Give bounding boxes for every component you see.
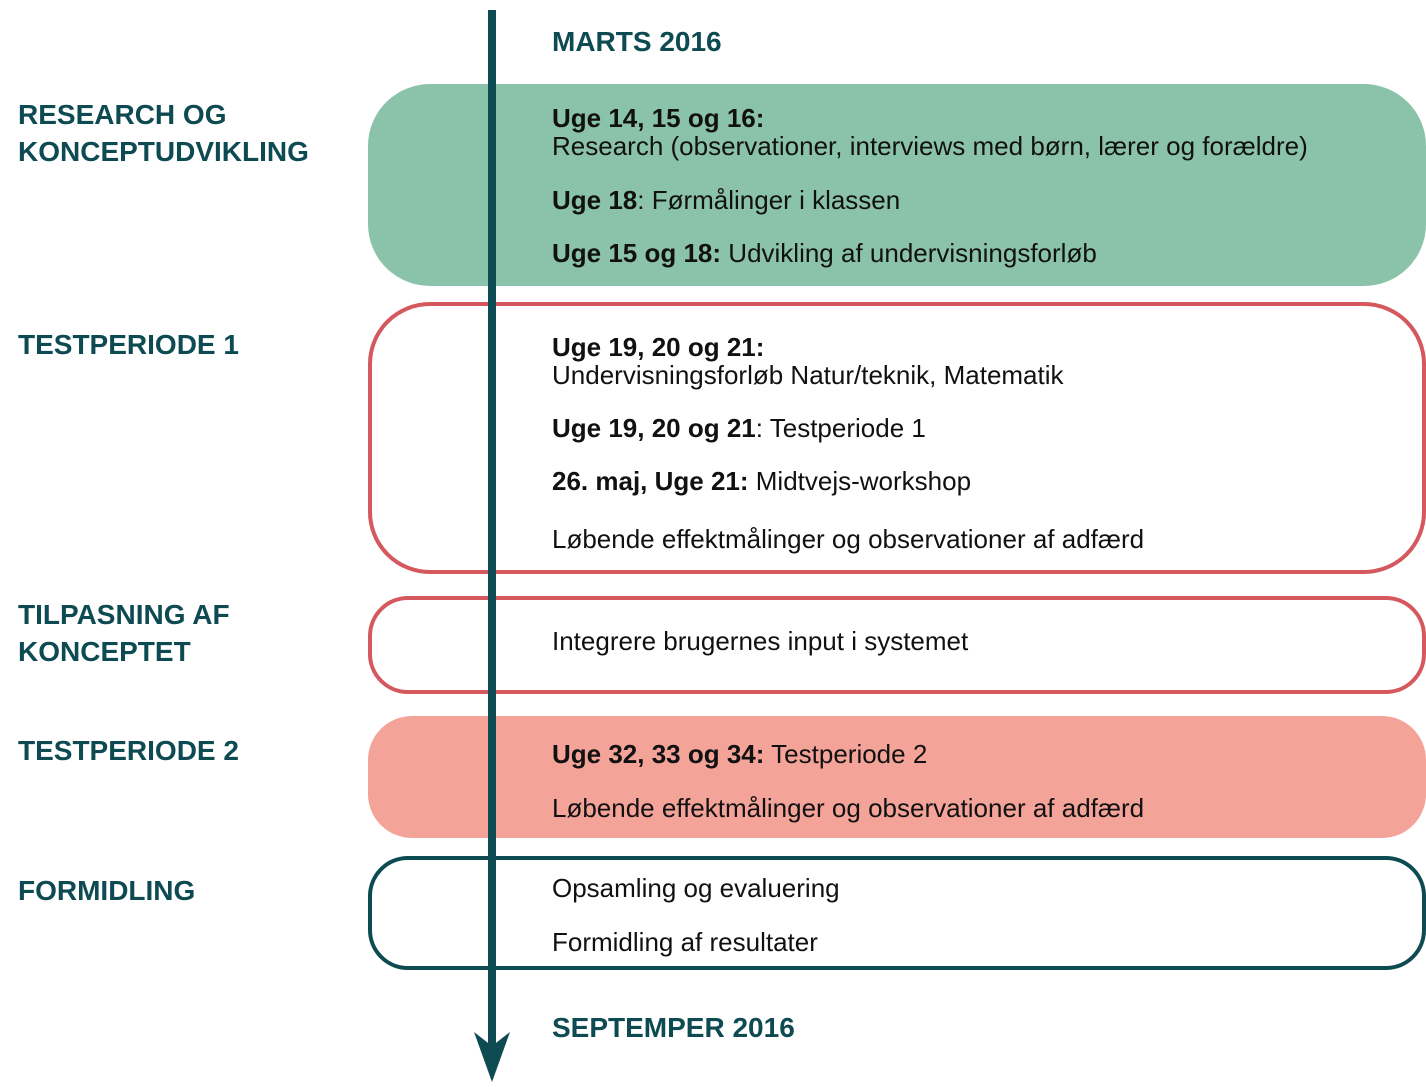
entry-bold: 26. maj, Uge 21:: [552, 466, 749, 496]
phase-label-line: TILPASNING AF: [18, 599, 230, 630]
entry-test1-desc: [552, 361, 1064, 389]
entry-bold: Uge 14, 15 og 16:: [552, 103, 765, 133]
entry-text: Midtvejs-workshop: [748, 466, 972, 496]
phase-label-tilpasning: [18, 596, 230, 670]
phase-label-line: RESEARCH OG: [18, 99, 227, 130]
entry-research-weeks: [552, 104, 764, 132]
entry-test2-effekt: [552, 794, 1144, 822]
entry-bold: Uge 32, 33 og 34:: [552, 739, 765, 769]
phase-label-line: TESTPERIODE 2: [18, 735, 239, 766]
entry-text: Løbende effektmålinger og observationer af adfærd: [552, 524, 1145, 554]
entry-bold: Uge 19, 20 og 21:: [552, 332, 765, 362]
phase-label-testperiode-2: [18, 732, 239, 769]
entry-bold: Uge 18: [552, 185, 638, 215]
entry-text: Testperiode 2: [764, 739, 928, 769]
entry-bold: Uge 15 og 18:: [552, 238, 722, 268]
entry-test1-effekt: [552, 525, 1144, 553]
entry-integrere: [552, 627, 968, 655]
start-date-label: MARTS 2016: [552, 26, 722, 57]
entry-text: Undervisningsforløb Natur/teknik, Matematik: [552, 360, 1064, 390]
phase-label-line: TESTPERIODE 1: [18, 329, 239, 360]
phase-label-formidling: [18, 872, 195, 909]
entry-formidling-resultater: [552, 928, 818, 956]
phase-label-research: [18, 96, 309, 170]
entry-bold: Uge 19, 20 og 21: [552, 413, 756, 443]
entry-text: Formidling af resultater: [552, 927, 818, 957]
phase-label-line: KONCEPTET: [18, 636, 191, 667]
phase-label-line: KONCEPTUDVIKLING: [18, 136, 309, 167]
phase-label-line: FORMIDLING: [18, 875, 196, 906]
end-date-label: SEPTEMPER 2016: [552, 1012, 795, 1043]
phase-label-testperiode-1: [18, 326, 239, 363]
entry-text: Research (observationer, interviews med børn, lærer og forældre): [552, 131, 1308, 161]
entry-text: Integrere brugernes input i systemet: [552, 626, 969, 656]
entry-research-desc: [552, 132, 1308, 160]
entry-udvikling: [552, 239, 1097, 267]
entry-formaalinger: [552, 186, 900, 214]
entry-test1-period: [552, 414, 926, 442]
entry-text: Opsamling og evaluering: [552, 873, 840, 903]
entry-opsamling: [552, 874, 840, 902]
entry-test1-weeks: [552, 333, 764, 361]
entry-workshop: [552, 467, 971, 495]
entry-text: : Førmålinger i klassen: [637, 185, 901, 215]
entry-text: : Testperiode 1: [755, 413, 926, 443]
entry-text: Udvikling af undervisningsforløb: [721, 238, 1097, 268]
entry-text: Løbende effektmålinger og observationer af adfærd: [552, 793, 1145, 823]
entry-test2-weeks: [552, 740, 927, 768]
